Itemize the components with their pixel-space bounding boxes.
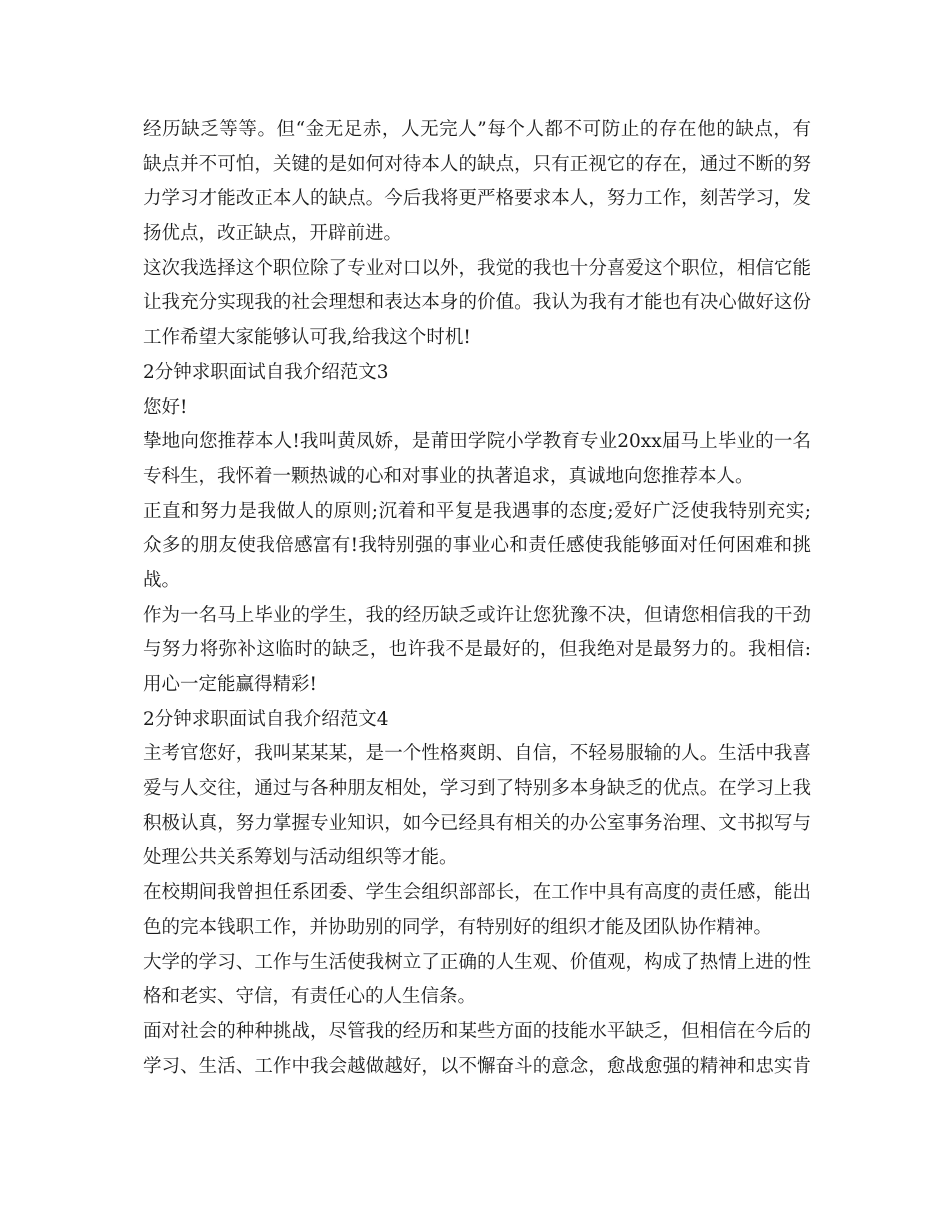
text-line: 让我充分实现我的社会理想和表达本身的价值。我认为我有才能也有决心做好这份: [143, 292, 811, 314]
text-line: 2分钟求职面试自我介绍范文4: [143, 708, 389, 730]
text-line: 挚地向您推荐本人!我叫黄凤娇，是莆田学院小学教育专业20xx届马上毕业的一名: [143, 431, 811, 453]
text-line: 处理公共关系筹划与活动组织等才能。: [143, 847, 458, 869]
text-line: 在校期间我曾担任系团委、学生会组织部部长，在工作中具有高度的责任感，能出: [143, 882, 811, 904]
text-line: 积极认真，努力掌握专业知识，如今已经具有相关的办公室事务治理、文书拟写与: [143, 812, 811, 834]
text-line: 2分钟求职面试自我介绍范文3: [143, 361, 389, 383]
text-line: 缺点并不可怕，关键的是如何对待本人的缺点，只有正视它的存在，通过不断的努: [143, 153, 811, 175]
text-line: 众多的朋友使我倍感富有!我特别强的事业心和责任感使我能够面对任何困难和挑: [143, 535, 811, 557]
text-line: 用心一定能赢得精彩!: [143, 674, 317, 695]
text-line: 力学习才能改正本人的缺点。今后我将更严格要求本人，努力工作，刻苦学习，发: [143, 188, 811, 210]
text-line: 战。: [143, 569, 181, 591]
text-line: 您好!: [143, 396, 188, 418]
text-line: 扬优点，改正缺点，开辟前进。: [143, 223, 403, 245]
text-line: 色的完本钱职工作，并协助别的同学，有特别好的组织才能及团队协作精神。: [143, 916, 773, 938]
text-line: 爱与人交往，通过与各种朋友相处，学习到了特别多本身缺乏的优点。在学习上我: [143, 778, 811, 800]
text-line: 主考官您好，我叫某某某，是一个性格爽朗、自信，不轻易服输的人。生活中我喜: [143, 743, 811, 765]
text-line: 经历缺乏等等。但“金无足赤，人无完人”每个人都不可防止的存在他的缺点，有: [143, 119, 811, 140]
text-line: 专科生，我怀着一颗热诚的心和对事业的执著追求，真诚地向您推荐本人。: [143, 465, 754, 487]
text-line: 面对社会的种种挑战，尽管我的经历和某些方面的技能水平缺乏，但相信在今后的: [143, 1020, 811, 1042]
text-line: 与努力将弥补这临时的缺乏，也许我不是最好的，但我绝对是最努力的。我相信:: [143, 639, 811, 661]
text-line: 正直和努力是我做人的原则;沉着和平复是我遇事的态度;爱好广泛使我特别充实;: [143, 500, 811, 522]
text-line: 作为一名马上毕业的学生，我的经历缺乏或许让您犹豫不决，但请您相信我的干劲: [143, 604, 811, 626]
document-body: [143, 113, 811, 1084]
text-line: 格和老实、守信，有责任心的人生信条。: [143, 986, 477, 1008]
text-line: 工作希望大家能够认可我,给我这个时机!: [143, 327, 471, 349]
text-line: 大学的学习、工作与生活使我树立了正确的人生观、价值观，构成了热情上进的性: [143, 951, 811, 973]
text-line: 这次我选择这个职位除了专业对口以外，我觉的我也十分喜爱这个职位，相信它能: [143, 257, 811, 279]
text-line: 学习、生活、工作中我会越做越好，以不懈奋斗的意念，愈战愈强的精神和忠实肯: [143, 1055, 811, 1077]
